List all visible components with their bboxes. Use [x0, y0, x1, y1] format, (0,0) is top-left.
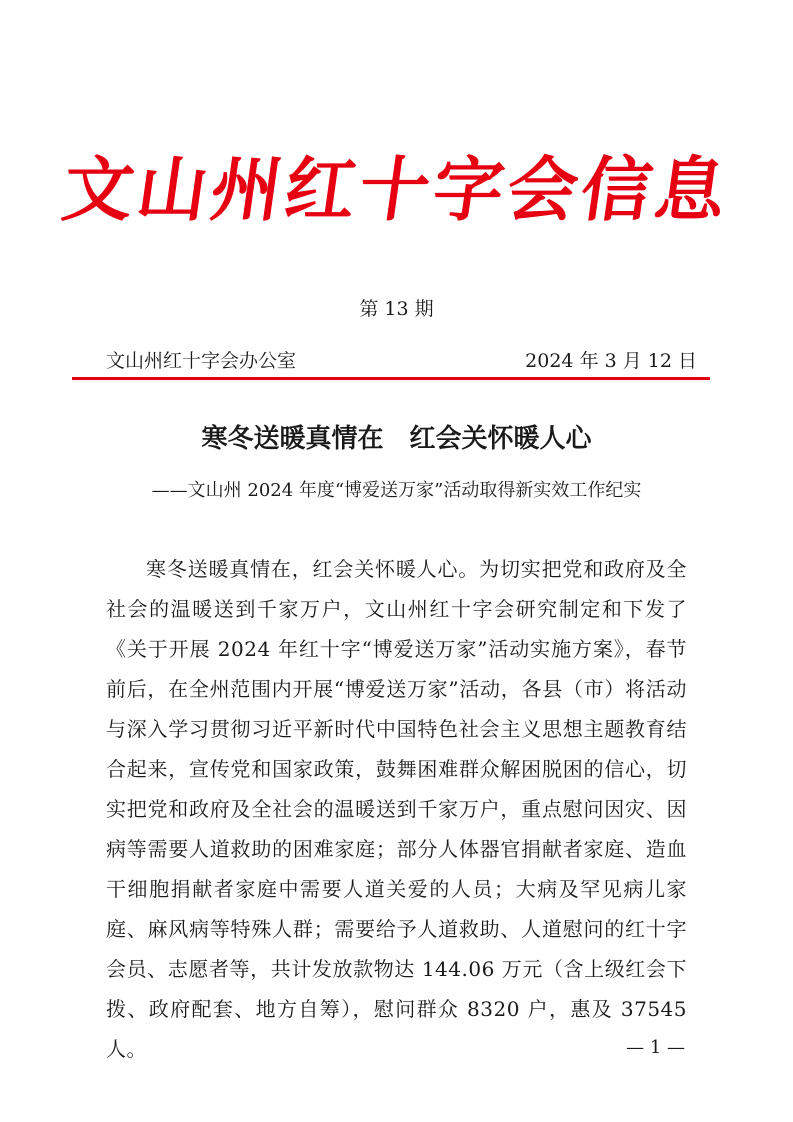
issue-number: 第 13 期 — [359, 298, 434, 320]
header-divider — [72, 377, 710, 380]
page-number: — 1 — — [626, 1037, 685, 1058]
article-title: 寒冬送暖真情在 红会关怀暖人心 — [201, 424, 592, 454]
issuing-office: 文山州红十字会办公室 — [106, 350, 297, 372]
masthead-title: 文山州红十字会信息 — [57, 149, 736, 231]
issue-date: 2024 年 3 月 12 日 — [525, 350, 697, 372]
article-body: 寒冬送暖真情在，红会关怀暖人心。为切实把党和政府及全社会的温暖送到千家万户，文山州红十字会研究制定和下发了《关于开展 2024 年红十字“博爱送万家”活动实施方案》，春节前后，在全州范围内开展“博爱送万家”活动，各县（市）将活动与深入学习贯彻习近平新时代中国特色社会主义思想主题教育结合起来，宣传党和国家政策，鼓舞困难群众解困脱困的信心，切实把党和政府及全社会的温暖送到千家万户，重点慰问因灾、因病等需要人道救助的困难家庭；部分人体器官捐献者家庭、造血干细胞捐献者家庭中需要人道关爱的人员；大病及罕见病儿家庭、麻风病等特殊人群；需要给予人道救助、人道慰问的红十字会员、志愿者等，共计发放款物达 144.06 万元（含上级红会下拨、政府配套、地方自筹），慰问群众 8320 户，惠及 37545 人。 — [106, 557, 687, 1061]
article-subtitle: ——文山州 2024 年度“博爱送万家”活动取得新实效工作纪实 — [151, 480, 642, 501]
